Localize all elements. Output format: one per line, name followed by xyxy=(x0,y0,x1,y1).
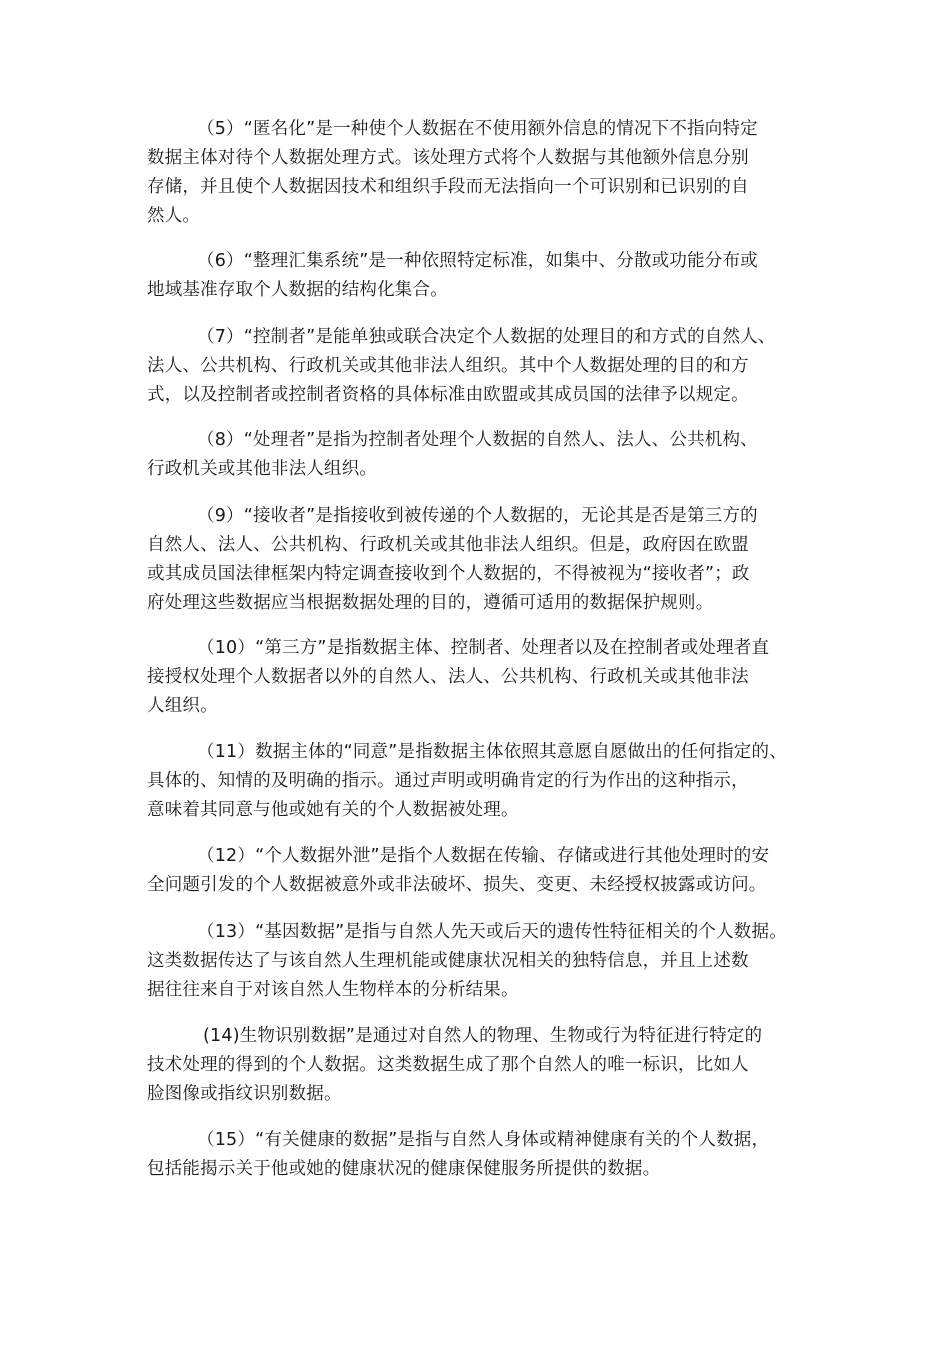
paragraph-line: 存储，并且使个人数据因技术和组织手段而无法指向一个可识别和已识别的自 xyxy=(147,177,749,197)
paragraph-line: （13）“基因数据”是指与自然人先天或后天的遗传性特征相关的个人数据。 xyxy=(197,922,787,942)
paragraph-line: 法人、公共机构、行政机关或其他非法人组织。其中个人数据处理的目的和方 xyxy=(147,356,749,376)
paragraph-line: 包括能揭示关于他或她的健康状况的健康保健服务所提供的数据。 xyxy=(147,1159,661,1179)
paragraph-line: 地域基准存取个人数据的结构化集合。 xyxy=(147,280,448,300)
paragraph-5 xyxy=(147,115,827,231)
paragraph-line: (14)生物识别数据”是通过对自然人的物理、生物或行为特征进行特定的 xyxy=(203,1026,763,1046)
paragraph-line: 据往往来自于对该自然人生物样本的分析结果。 xyxy=(147,980,519,1000)
paragraph-7 xyxy=(147,323,827,410)
paragraph-line: （9）“接收者”是指接收到被传递的个人数据的，无论其是否是第三方的 xyxy=(197,506,758,526)
paragraph-line: （15）“有关健康的数据”是指与自然人身体或精神健康有关的个人数据， xyxy=(197,1130,770,1150)
paragraph-line: 府处理这些数据应当根据数据处理的目的，遵循可适用的数据保护规则。 xyxy=(147,593,714,613)
paragraph-line: 行政机关或其他非法人组织。 xyxy=(147,459,378,479)
paragraph-line: 技术处理的得到的个人数据。这类数据生成了那个自然人的唯一标识，比如人 xyxy=(147,1055,749,1075)
paragraph-line: （10）“第三方”是指数据主体、控制者、处理者以及在控制者或处理者直 xyxy=(197,638,770,658)
paragraph-line: 意味着其同意与他或她有关的个人数据被处理。 xyxy=(147,800,519,820)
paragraph-line: 人组织。 xyxy=(147,696,218,716)
paragraph-15 xyxy=(147,1126,827,1184)
paragraph-6 xyxy=(147,247,827,305)
paragraph-line: 接授权处理个人数据者以外的自然人、法人、公共机构、行政机关或其他非法 xyxy=(147,667,749,687)
paragraph-line: （7）“控制者”是能单独或联合决定个人数据的处理目的和方式的自然人、 xyxy=(197,327,776,347)
paragraph-14 xyxy=(147,1022,827,1109)
paragraph-line: （12）“个人数据外泄”是指个人数据在传输、存储或进行其他处理时的安 xyxy=(197,846,770,866)
paragraph-line: 式，以及控制者或控制者资格的具体标准由欧盟或其成员国的法律予以规定。 xyxy=(147,385,749,405)
paragraph-12 xyxy=(147,842,827,900)
paragraph-13 xyxy=(147,918,827,1005)
paragraph-line: （6）“整理汇集系统”是一种依照特定标准，如集中、分散或功能分布或 xyxy=(197,251,758,271)
paragraph-line: 数据主体对待个人数据处理方式。该处理方式将个人数据与其他额外信息分别 xyxy=(147,148,749,168)
paragraph-10 xyxy=(147,634,827,721)
paragraph-line: 脸图像或指纹识别数据。 xyxy=(147,1084,342,1104)
paragraph-9 xyxy=(147,502,827,618)
paragraph-line: 自然人、法人、公共机构、行政机关或其他非法人组织。但是，政府因在欧盟 xyxy=(147,535,749,555)
paragraph-line: 然人。 xyxy=(147,206,201,226)
paragraph-line: （8）“处理者”是指为控制者处理个人数据的自然人、法人、公共机构、 xyxy=(197,430,758,450)
paragraph-line: 或其成员国法律框架内特定调查接收到个人数据的，不得被视为“接收者”；政 xyxy=(147,564,750,584)
paragraph-line: 全问题引发的个人数据被意外或非法破坏、损失、变更、未经授权披露或访问。 xyxy=(147,875,767,895)
paragraph-11 xyxy=(147,738,827,825)
paragraph-8 xyxy=(147,426,827,484)
paragraph-line: （5）“匿名化”是一种使个人数据在不使用额外信息的情况下不指向特定 xyxy=(197,119,758,139)
paragraph-line: （11）数据主体的“同意”是指数据主体依照其意愿自愿做出的任何指定的、 xyxy=(197,742,787,762)
paragraph-line: 具体的、知情的及明确的指示。通过声明或明确肯定的行为作出的这种指示， xyxy=(147,771,749,791)
paragraph-line: 这类数据传达了与该自然人生理机能或健康状况相关的独特信息，并且上述数 xyxy=(147,951,749,971)
